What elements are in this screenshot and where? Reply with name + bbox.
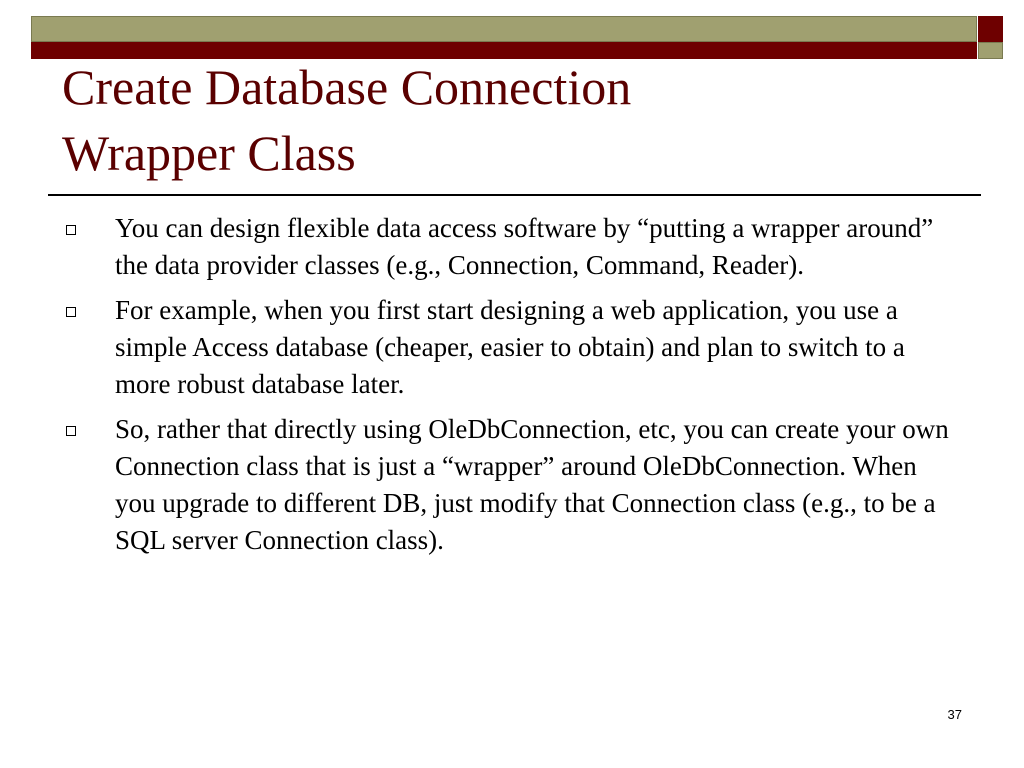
decorative-olive-square [978, 42, 1003, 59]
title-divider [48, 194, 981, 196]
decorative-maroon-square [978, 16, 1003, 42]
bullet-text: For example, when you first start designing a web application, you use a simple Access database (cheaper, easier to obtain) and plan to switch to a more robust database later. [115, 295, 905, 399]
slide-title [62, 54, 962, 186]
bullet-item [0, 411, 1024, 559]
decorative-olive-band [31, 16, 977, 42]
bullet-text: You can design flexible data access software by “putting a wrapper around” the data provider classes (e.g., Connection, Command, Reader). [115, 213, 934, 280]
hollow-square-icon [66, 225, 76, 235]
hollow-square-icon [66, 307, 76, 317]
hollow-square-icon [66, 426, 76, 436]
bullet-item [0, 292, 1024, 403]
slide-title-line-2: Wrapper Class [62, 125, 356, 181]
bullet-text: So, rather that directly using OleDbConnection, etc, you can create your own Connection class that is just a “wrapper” around OleDbConnection. When you upgrade to different DB, just modify that Connection class (e.g., to be a SQL server Connection class). [115, 414, 949, 555]
slide-title-line-1: Create Database Connection [62, 59, 632, 115]
page-number: 37 [947, 707, 962, 722]
bullet-list [0, 210, 1024, 567]
bullet-item [0, 210, 1024, 284]
